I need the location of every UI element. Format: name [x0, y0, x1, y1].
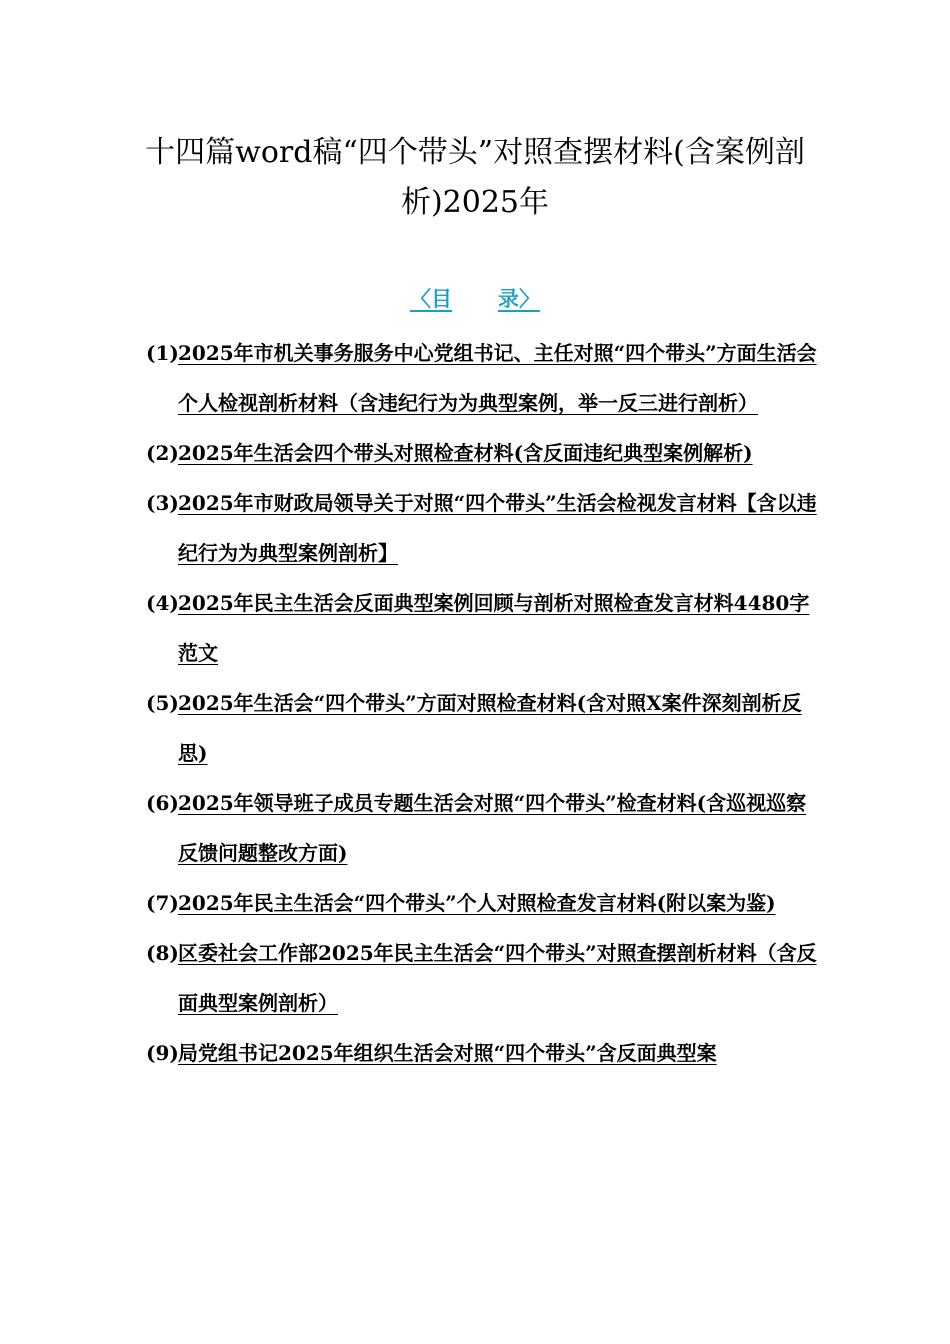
toc-heading[interactable]: [0, 284, 950, 314]
toc-item-number: (5): [146, 691, 179, 715]
toc-item-link[interactable]: 2025年领导班子成员专题生活会对照“四个带头”检查材料(含巡视巡察反馈问题整改方面): [178, 791, 807, 865]
toc-item-6: [146, 778, 818, 878]
document-title: 十四篇word稿“四个带头”对照查摆材料(含案例剖析)2025年: [145, 135, 805, 220]
toc-item-number: (9): [146, 1041, 179, 1065]
toc-item-number: (4): [146, 591, 179, 615]
toc-item-number: (2): [146, 441, 179, 465]
toc-item-link[interactable]: 局党组书记2025年组织生活会对照“四个带头”含反面典型案: [178, 1041, 717, 1065]
toc-item-9: [146, 1028, 818, 1078]
toc-heading-left: 〈目: [410, 286, 452, 311]
toc-item-4: [146, 578, 818, 678]
toc-item-link[interactable]: 2025年生活会“四个带头”方面对照检查材料(含对照X案件深刻剖析反思): [178, 691, 802, 765]
toc-item-link[interactable]: 区委社会工作部2025年民主生活会“四个带头”对照查摆剖析材料（含反面典型案例剖析）: [178, 941, 817, 1015]
toc-item-link[interactable]: 2025年市财政局领导关于对照“四个带头”生活会检视发言材料【含以违纪行为为典型案例剖析】: [178, 491, 817, 565]
toc-item-number: (1): [146, 341, 179, 365]
toc-heading-right: 录〉: [498, 286, 540, 311]
toc-item-8: [146, 928, 818, 1028]
toc-item-2: [146, 428, 818, 478]
toc-item-number: (6): [146, 791, 179, 815]
toc-item-1: [146, 328, 818, 428]
toc-item-3: [146, 478, 818, 578]
toc-item-link[interactable]: 2025年市机关事务服务中心党组书记、主任对照“四个带头”方面生活会个人检视剖析材料（含违纪行为为典型案例，举一反三进行剖析）: [178, 341, 817, 415]
toc-item-number: (8): [146, 941, 179, 965]
toc-item-link[interactable]: 2025年生活会四个带头对照检查材料(含反面违纪典型案例解析): [178, 441, 753, 465]
toc-item-link[interactable]: 2025年民主生活会反面典型案例回顾与剖析对照检查发言材料4480字范文: [178, 591, 810, 665]
toc-item-7: [146, 878, 818, 928]
toc-item-number: (3): [146, 491, 179, 515]
toc-item-link[interactable]: 2025年民主生活会“四个带头”个人对照检查发言材料(附以案为鉴): [178, 891, 776, 915]
table-of-contents: [146, 328, 818, 1078]
toc-item-number: (7): [146, 891, 179, 915]
toc-item-5: [146, 678, 818, 778]
